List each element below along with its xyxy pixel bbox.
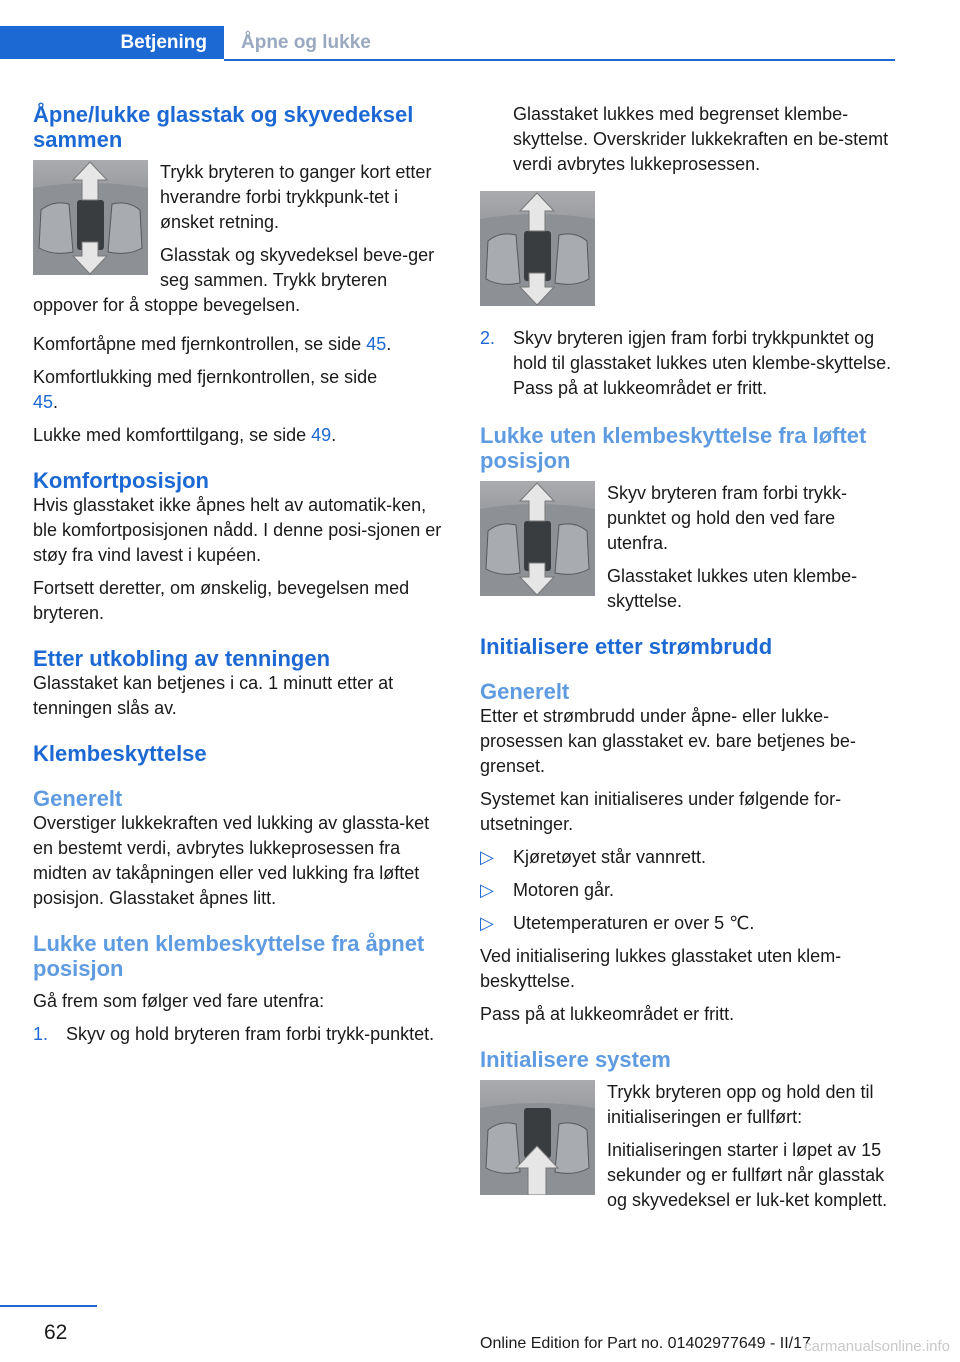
paragraph: Etter et strømbrudd under åpne- eller lukke-prosessen kan glasstaket ev. bare betjenes be-grenset. — [480, 706, 856, 776]
heading-komfort: Komfortposisjon — [33, 468, 209, 493]
switch-image-close — [480, 191, 595, 306]
paragraph: Glasstak og skyvedeksel beve-ger seg sammen. Trykk bryteren oppover for å stoppe bevegelsen. — [33, 245, 435, 315]
paragraph: Gå frem som følger ved fare utenfra: — [33, 991, 325, 1011]
footer-rule — [0, 1305, 97, 1307]
paragraph: Overstiger lukkekraften ved lukking av glassta-ket en bestemt verdi, avbrytes lukkeprosessen fra midten av takåpningen eller ved lukking fra løftet posisjon. Glasstaket åpnes litt. — [33, 813, 430, 908]
heading-generelt: Generelt — [480, 679, 570, 704]
chapter-tab: Åpne og lukke — [241, 31, 371, 53]
page-link[interactable]: 45 — [33, 392, 54, 412]
roof-switch-up-icon — [480, 1080, 595, 1195]
roof-switch-icon — [480, 481, 595, 596]
list-item: 2. Skyv bryteren igjen fram forbi trykkpunktet og hold til glasstaket lukkes uten klembe-skyttelse. Pass på at lukkeområdet er fritt. — [480, 328, 892, 398]
paragraph: Glasstaket kan betjenes i ca. 1 minutt etter at tenningen slås av. — [33, 673, 394, 718]
heading-etter: Etter utkobling av tenningen — [33, 646, 331, 671]
conditions-list — [480, 845, 896, 936]
steps-list — [480, 326, 896, 401]
paragraph: Glasstaket lukkes uten klembe-skyttelse. — [607, 566, 858, 611]
heading-open-close: Åpne/lukke glasstak og skyvedeksel sammen — [33, 102, 414, 152]
switch-image-lifted — [480, 481, 595, 596]
paragraph: Hvis glasstaket ikke åpnes helt av automatik-ken, ble komfortposisjonen nådd. I denne posi-sjonen er støy fra vind lavest i kupéen. — [33, 495, 442, 565]
list-item: Glasstaket lukkes med begrenset klembe-skyttelse. Overskrider lukkekraften en be-stemt verdi avbrytes lukkeprosessen. — [513, 104, 889, 174]
page-link[interactable]: 45 — [366, 334, 387, 354]
page-header — [0, 26, 895, 62]
heading-generelt: Generelt — [33, 786, 123, 811]
switch-image-double — [33, 160, 148, 275]
list-item: ▷ Kjøretøyet står vannrett. — [480, 847, 707, 867]
page-footer — [0, 1305, 960, 1362]
steps-list — [33, 1022, 449, 1047]
paragraph: Systemet kan initialiseres under følgende for-utsetninger. — [480, 789, 842, 834]
roof-switch-icon — [480, 191, 595, 306]
header-rule — [224, 59, 895, 61]
watermark: carmanualsonline.info — [804, 1338, 950, 1355]
paragraph: Komfortlukking med fjernkontrollen, se side 45. — [33, 367, 378, 412]
list-item: 1. Skyv og hold bryteren fram forbi trykk-punktet. — [33, 1024, 435, 1044]
paragraph: Komfortåpne med fjernkontrollen, se side 45. — [33, 334, 392, 354]
right-column — [480, 102, 896, 1213]
edition-info: Online Edition for Part no. 01402977649 - II/17 — [480, 1335, 811, 1352]
heading-lukke-apnet: Lukke uten klembeskyttelse fra åpnet posisjon — [33, 931, 425, 981]
paragraph: Lukke med komforttilgang, se side 49. — [33, 425, 337, 445]
paragraph: Trykk bryteren to ganger kort etter hverandre forbi trykkpunk-tet i ønsket retning. — [160, 162, 432, 232]
page-link[interactable]: 49 — [311, 425, 332, 445]
roof-switch-icon — [33, 160, 148, 275]
paragraph: Ved initialisering lukkes glasstaket uten klem-beskyttelse. — [480, 946, 842, 991]
heading-init-system: Initialisere system — [480, 1047, 671, 1072]
page-number: 62 — [44, 1321, 68, 1344]
heading-lukke-loftet: Lukke uten klembeskyttelse fra løftet posisjon — [480, 423, 867, 473]
paragraph: Initialiseringen starter i løpet av 15 sekunder og er fullført når glasstak og skyvedeksel er luk-ket komplett. — [607, 1140, 888, 1210]
paragraph: Trykk bryteren opp og hold den til initialiseringen er fullført: — [607, 1082, 874, 1127]
paragraph: Fortsett deretter, om ønskelig, bevegelsen med bryteren. — [33, 578, 410, 623]
paragraph: Pass på at lukkeområdet er fritt. — [480, 1004, 735, 1024]
section-tab: Betjening — [0, 26, 224, 59]
list-item: ▷ Motoren går. — [480, 880, 615, 900]
left-column — [33, 102, 449, 1055]
list-item: ▷ Utetemperaturen er over 5 ℃. — [480, 913, 755, 933]
switch-image-init — [480, 1080, 595, 1195]
steps-list-continued — [480, 102, 896, 177]
paragraph: Skyv bryteren fram forbi trykk-punktet og hold den ved fare utenfra. — [607, 483, 848, 553]
heading-klembeskyttelse: Klembeskyttelse — [33, 741, 207, 766]
heading-init: Initialisere etter strømbrudd — [480, 634, 773, 659]
